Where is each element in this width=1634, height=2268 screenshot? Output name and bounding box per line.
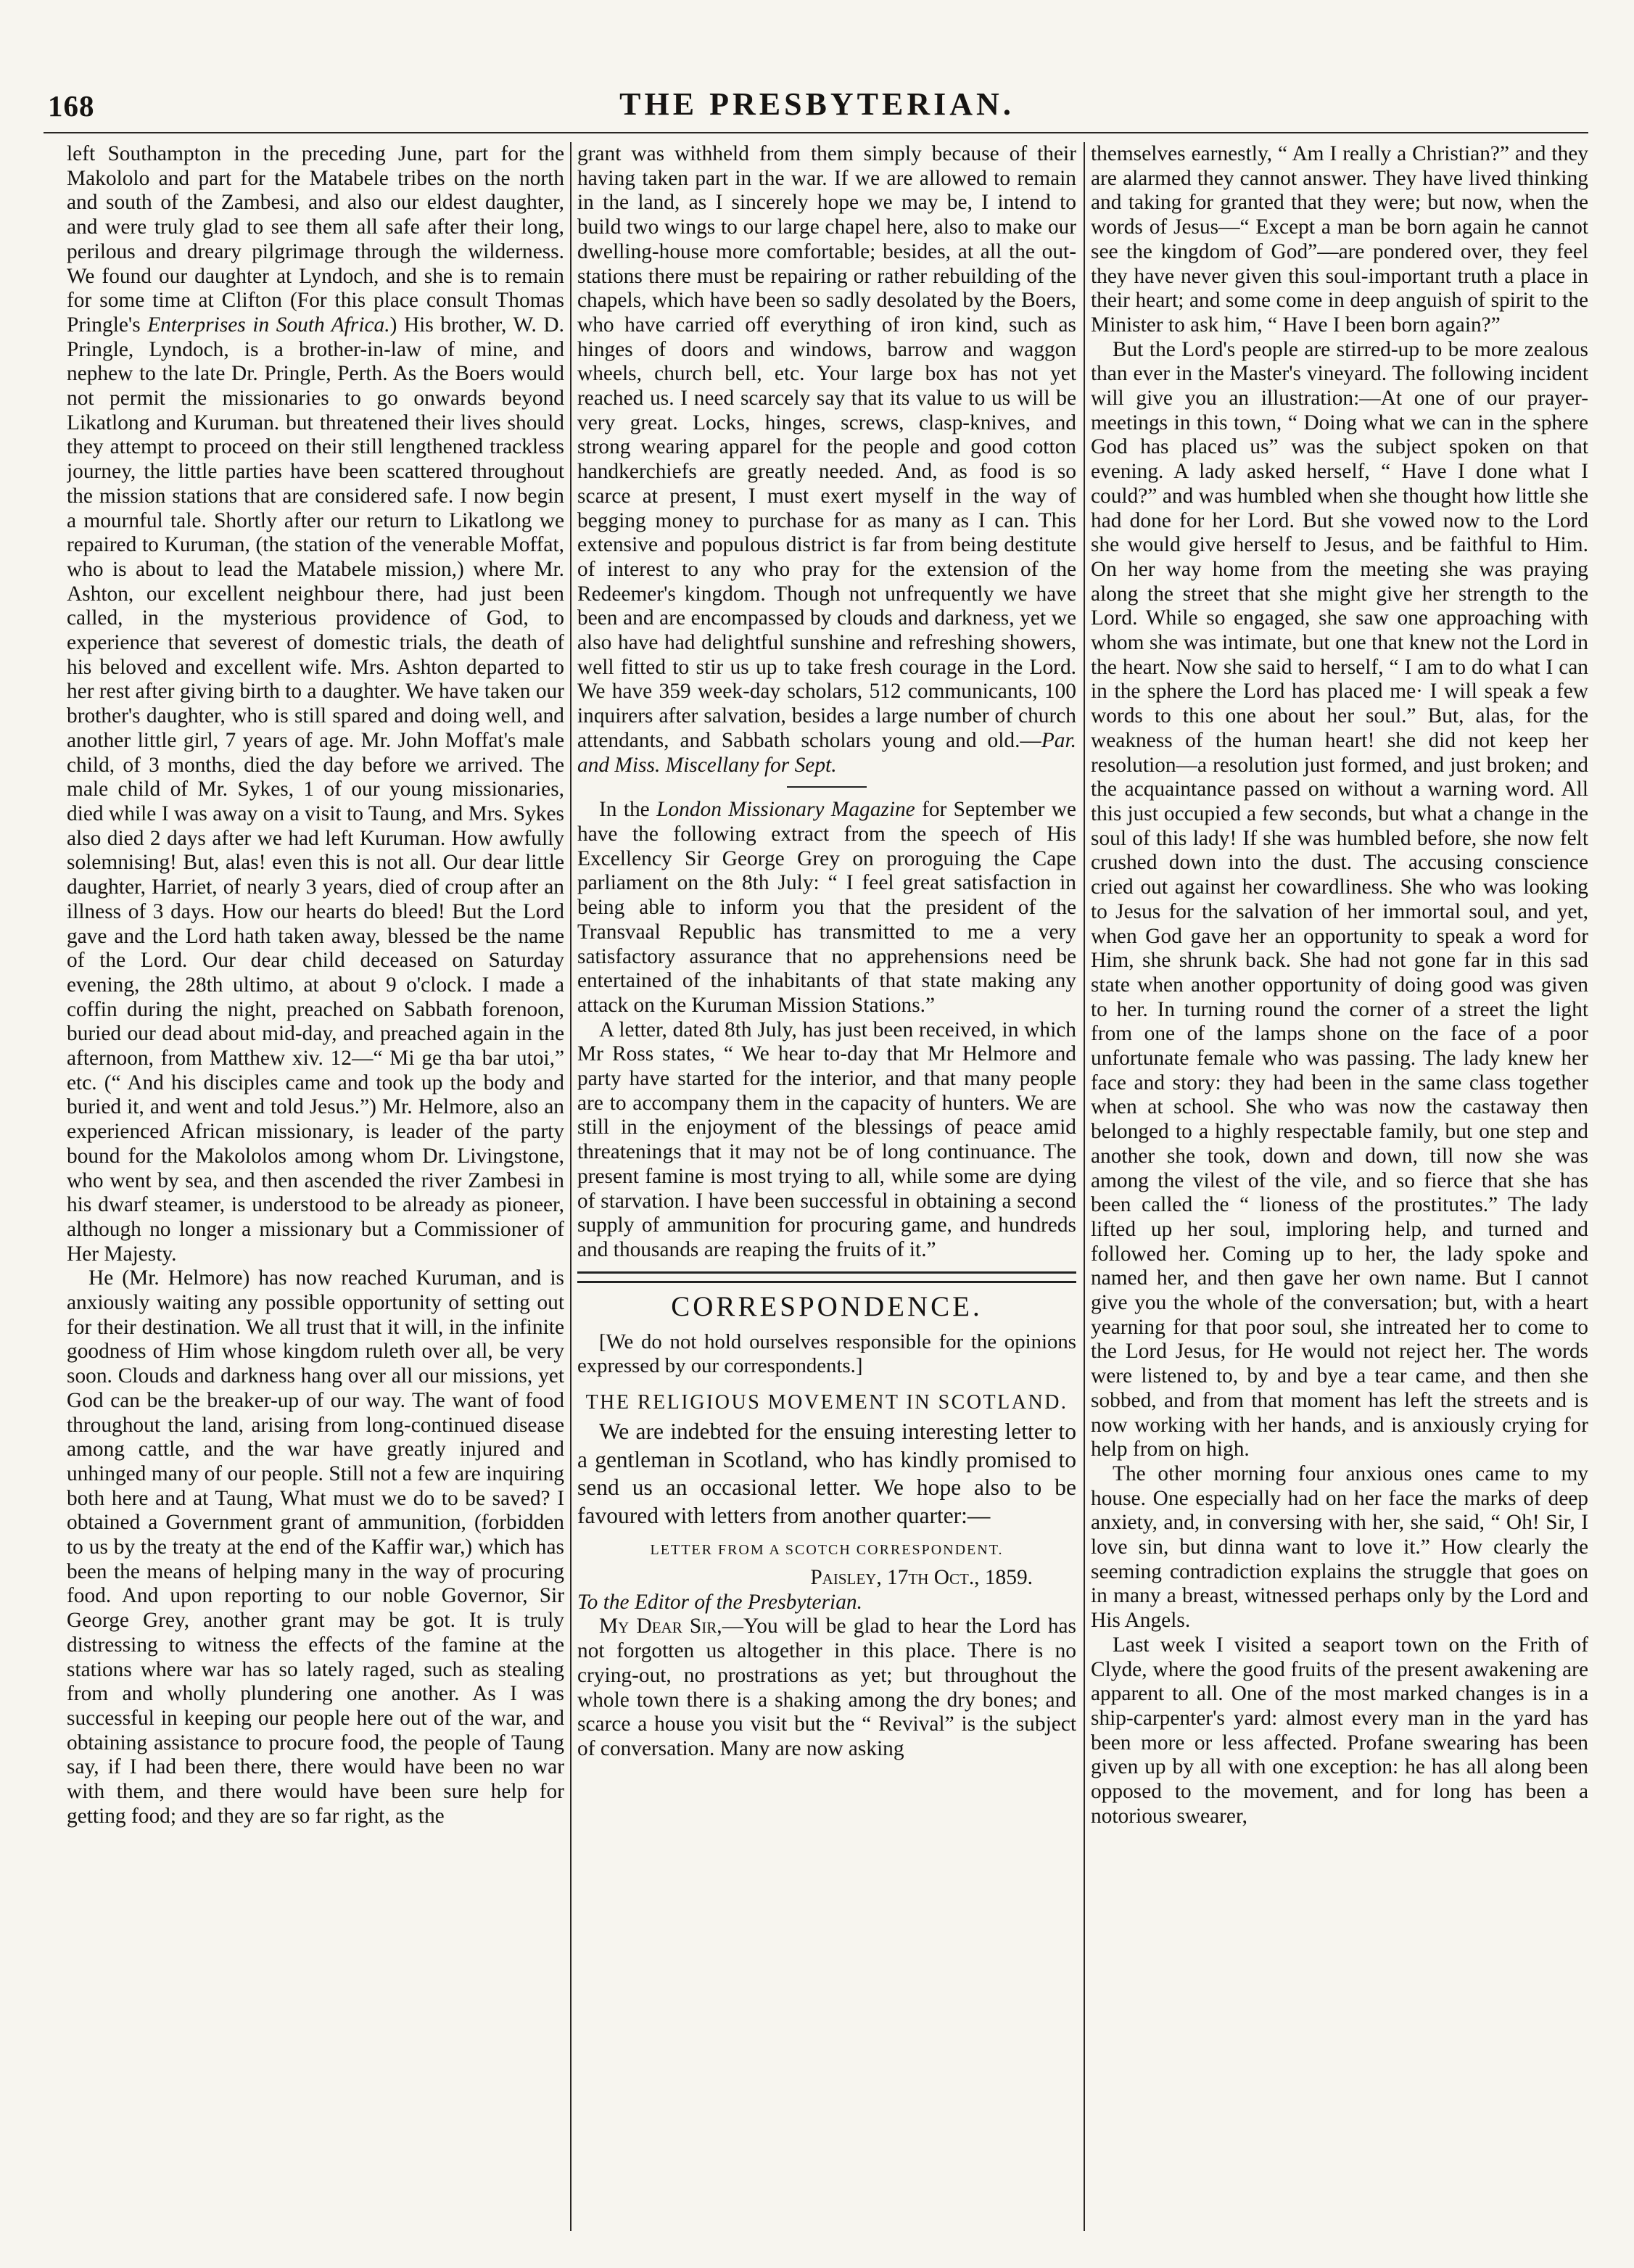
editorial-disclaimer: [We do not hold ourselves responsible for the opinions expressed by our correspondents.] [577,1330,1076,1378]
column-divider [1084,142,1085,2231]
paragraph: grant was withheld from them simply because of their having taken part in the war. If we are allowed to remain in the land, as I sincerely hope we may be, I intend to build two wings to our large chapel here, also to make our dwelling-house more comfortable; besides, at all the out-stations there must be repairing or rather rebuilding of the chapels, which have been so sadly desolated by the Boers, who have carried off everything of iron kind, such as hinges of doors and windows, barrow and waggon wheels, church bell, etc. Your large box has not yet reached us. I need scarcely say that its value to us will be very great. Locks, hinges, screws, clasp-knives, and strong wearing apparel for the people and good cotton handkerchiefs are greatly needed. And, as food is so scarce at present, I must exert myself in the way of begging money to purchase for as many as I can. This extensive and populous district is far from being destitute of interest to any who pray for the extension of the Redeemer's kingdom. Though not unfrequently we have been and are encompassed by clouds and darkness, yet we also have had delightful sunshine and refreshing showers, well fitted to stir us up to take fresh courage in the Lord. We have 359 week-day scholars, 512 communicants, 100 inquirers after salvation, besides a large number of church attendants, and Sabbath scholars young and old.—Par. and Miss. Miscellany for Sept. [577,142,1076,777]
running-head: THE PRESBYTERIAN. [619,86,1015,122]
paragraph: In the London Missionary Magazine for September we have the following extract from the speech of His Excellency Sir George Grey on proroguing the Cape parliament on the 8th July: “ I feel great satisfaction in being able to inform you that the president of the Transvaal Republic has transmitted to me a very satisfactory assurance that no apprehensions need be entertained of the inhabitants of that state making any attack on the Kuruman Mission Stations.” [577,798,1076,1017]
section-divider [577,1271,1076,1283]
paragraph: My Dear Sir,—You will be glad to hear the Lord has not forgotten us altogether in this place. There is no crying-out, no prostrations as yet; but throughout the whole town there is a shaking among the dry bones; and scarce a house you visit but the “ Revival” is the subject of conversation. Many are now asking [577,1615,1076,1760]
column-3 [1091,142,1588,2231]
section-divider [787,786,867,788]
salutation: My Dear Sir, [599,1615,722,1638]
page-number: 168 [48,89,95,123]
header-rule [44,132,1588,133]
article-title: THE RELIGIOUS MOVEMENT IN SCOTLAND. [585,1391,1068,1414]
article-intro: We are indebted for the ensuing interesting letter to a gentleman in Scotland, who has kindly promised to send us an occasional letter. We hope also to be favoured with letters from another quarter:— [577,1419,1076,1528]
paragraph: A letter, dated 8th July, has just been received, in which Mr Ross states, “ We hear to-day that Mr Helmore and party have started for the interior, and that many people are to accompany them in the capacity of hunters. We are still in the enjoyment of the blessings of peace amid threatenings that it may not be of long continuance. The present famine is most trying to all, while some are dying of starvation. I have been successful in obtaining a second supply of ammunition for procuring game, and hundreds and thousands are reaping the fruits of it.” [577,1018,1076,1261]
paragraph: He (Mr. Helmore) has now reached Kuruman, and is anxiously waiting any possible opportunity of setting out for their destination. We all trust that it will, in the infinite goodness of Him whose kingdom ruleth over all, be very soon. Clouds and darkness hang over all our missions, yet God can be the breaker-up of our way. The want of food throughout the land, arising from long-continued disease among cattle, and the war have greatly injured and unhinged many of our people. Still not a few are inquiring both here and at Taung, What must we do to be saved? I obtained a Government grant of ammunition, (forbidden to us by the treaty at the end of the Kaffir war,) which has been the means of helping many in the way of procuring food. And upon reporting to our noble Governor, Sir George Grey, another grant may be got. It is truly distressing to witness the effects of the famine at the stations where war has so lately raged, such as stealing from and wholly plundering one another. As I was successful in keeping our people here out of the war, and obtaining assistance to procure food, the people of Taung say, if I had been there, there would have been no war with them, and there would have been sure help for getting food; and they are so far right, as the [67,1266,564,1828]
column-2 [577,142,1076,2231]
paragraph: Last week I visited a seaport town on the Frith of Clyde, where the good fruits of the present awakening are apparent to all. One of the most marked changes is in a ship-carpenter's yard: almost every man in the yard has been more or less affected. Profane swearing has been given up by all with one exception: he has all along been opposed to the movement, and for long has been a notorious swearer, [1091,1633,1588,1828]
paragraph: left Southampton in the preceding June, part for the Makololo and part for the Matabele tribes on the north and south of the Zambesi, and also our eldest daughter, and were truly glad to see them all safe after their long, perilous and dreary pilgrimage through the wilderness. We found our daughter at Lyndoch, and she is to remain for some time at Clifton (For this place consult Thomas Pringle's Enterprises in South Africa.) His brother, W. D. Pringle, Lyndoch, is a brother-in-law of mine, and nephew to the late Dr. Pringle, Perth. As the Boers would not permit the missionaries to go onwards beyond Likatlong and Kuruman. but threatened their lives should they attempt to proceed on their still lengthened trackless journey, the little parties have been scattered throughout the mission stations that are considered safe. I now begin a mournful tale. Shortly after our return to Likatlong we repaired to Kuruman, (the station of the venerable Moffat, who is about to lead the Matabele mission,) where Mr. Ashton, our excellent neighbour there, had just been called, in the mysterious providence of God, to experience that severest of domestic trials, the death of his beloved and excellent wife. Mrs. Ashton departed to her rest after giving birth to a daughter. We have taken our brother's daughter, who is still spared and doing well, and another little girl, 7 years of age. Mr. John Moffat's male child, of 3 months, died the day before we arrived. The male child of Mr. Sykes, 1 of our young missionaries, died while I was away on a visit to Taung, and Mrs. Sykes also died 2 days after we had left Kuruman. How awfully solemnising! But, alas! even this is not all. Our dear little daughter, Harriet, of nearly 3 years, died of croup after an illness of 3 days. How our hearts do bleed! But the Lord gave and the Lord hath taken away, blessed be the name of the Lord. Our dear child deceased on Saturday evening, the 28th ultimo, at about 9 o'clock. I made a coffin during the night, preached on Sabbath forenoon, buried our dead about mid-day, and preached again in the afternoon, from Matthew xiv. 12—“ Mi ge tha bar utoi,” etc. (“ And his disciples came and took up the body and buried it, and went and told Jesus.”) Mr. Helmore, also an experienced African missionary, is leader of the party bound for the Makololos among whom Dr. Livingstone, who went by sea, and then ascended the river Zambesi in his dwarf steamer, is understood to be already as pioneer, although no longer a missionary but a Commissioner of Her Majesty. [67,142,564,1266]
dateline: Paisley, 17th Oct., 1859. [810,1566,1033,1590]
addressee: To the Editor of the Presbyterian. [577,1590,862,1614]
column-divider [570,142,572,2231]
paragraph: themselves earnestly, “ Am I really a Christian?” and they are alarmed they cannot answer. They have lived thinking and taking for granted that they were; but now, when the words of Jesus—“ Except a man be born again he cannot see the kingdom of God”—are pondered over, they feel they have never given this soul-important truth a place in their heart; and some come in deep anguish of spirit to the Minister to ask him, “ Have I been born again?” [1091,142,1588,337]
letter-heading: LETTER FROM A SCOTCH CORRESPONDENT. [650,1542,1004,1559]
column-1 [67,142,564,2231]
paragraph: The other morning four anxious ones came to my house. One especially had on her face the marks of deep anxiety, and, in conversing with her, she said, “ Oh! Sir, I love sin, but dinna want to love it.” How clearly the seeming contradiction explains the struggle that goes on in many a breast, witnessed perhaps only by the Lord and His Angels. [1091,1461,1588,1633]
section-heading: CORRESPONDENCE. [671,1290,983,1322]
paragraph: But the Lord's people are stirred-up to be more zealous than ever in the Master's vineyard. The following incident will give you an illustration:—At one of our prayer-meetings in this town, “ Doing what we can in the sphere God has placed us” was the subject spoken on that evening. A lady asked herself, “ Have I done what I could?” and was humbled when she thought how little she had done for her Lord. But she vowed now to the Lord she would give herself to Jesus, and be faithful to Him. On her way home from the meeting she was praying along the street that she might give her strength to the Lord. While so engaged, she saw one approaching with whom she was intimate, but one that knew not the Lord in the heart. Now she said to herself, “ I am to do what I can in the sphere the Lord has placed me· I will speak a few words to this one about her soul.” But, alas, for the weakness of the human heart! she did not keep her resolution—a resolution just formed, and just broken; and the acquaintance passed on without a warning word. All this just occupied a few seconds, but what a change in the soul of this lady! If she was humbled before, she now felt crushed down into the dust. The accusing conscience cried out against her cowardliness. She who was looking to Jesus for the salvation of her immortal soul, and yet, when God gave her an opportunity to speak a word for Him, she shrunk back. She had not gone far in this sad state when another opportunity of doing good was given to her. In turning round the corner of a street the light from one of the lamps shone on the face of a poor unfortunate female who was passing. The lady knew her face and story: they had been in the same class together when at school. She who was now the castaway then belonged to a highly respectable family, but one step and another she took, down and down, till now she was among the vilest of the vile, and so fierce that she has been called the “ lioness of the prostitutes.” The lady lifted up her soul, imploring help, and turned and followed her. Coming up to her, the lady spoke and named her, and then gave her own name. But I cannot give you the whole of the conversation; but, with a heart yearning for that poor soul, she intreated her to come to the Lord Jesus, for He would not reject her. The words were listened to, by and bye a tear came, and then she sobbed, and from that moment has left the streets and is now working with her hands, and is anxiously crying for help from on high. [1091,337,1588,1461]
